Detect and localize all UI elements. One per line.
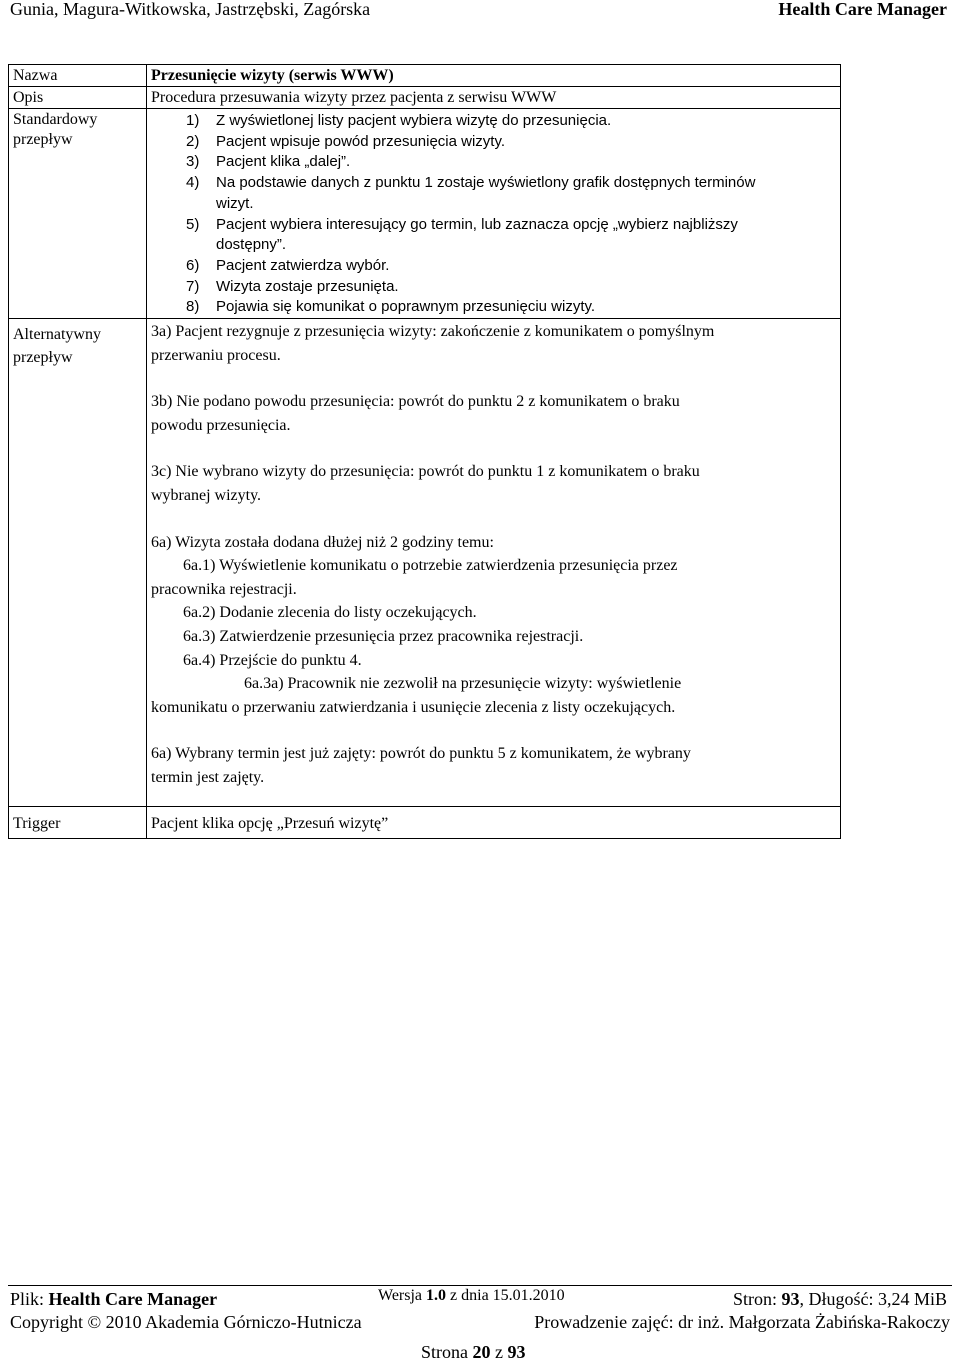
table-row	[9, 65, 841, 87]
step-text: wizyt.	[216, 194, 254, 212]
desc-label: Opis	[9, 87, 147, 109]
table-row	[9, 319, 841, 807]
step-number: 7)	[186, 277, 200, 295]
page-footer	[0, 1285, 960, 1361]
version-date: z dnia 15.01.2010	[446, 1287, 565, 1304]
step-number: 2)	[186, 132, 200, 150]
alt-3c: 3c) Nie wybrano wizyty do przesunięcia: powrót do punktu 1 z komunikatem o braku	[151, 463, 700, 481]
list-item	[151, 132, 840, 153]
list-item	[151, 152, 840, 173]
list-item	[151, 256, 840, 277]
alt-3b-cont: powodu przesunięcia.	[151, 416, 291, 434]
page-header	[0, 0, 960, 22]
trigger-value: Pacjent klika opcję „Przesuń wizytę”	[147, 806, 841, 838]
alt-6a-busy: 6a) Wybrany termin jest już zajęty: powrót do punktu 5 z komunikatem, że wybrany	[151, 745, 691, 763]
step-number: 4)	[186, 174, 200, 192]
alt-6a-busy-cont: termin jest zajęty.	[151, 768, 265, 786]
table-row	[9, 806, 841, 838]
steps-list	[151, 111, 840, 318]
alt-6a1-cont: pracownika rejestracji.	[151, 580, 297, 598]
alt-6a2: 6a.2) Dodanie zlecenia do listy oczekujących.	[183, 604, 477, 622]
name-label: Nazwa	[9, 65, 147, 87]
list-item	[151, 235, 840, 256]
version-value: 1.0	[426, 1287, 447, 1304]
usecase-table	[8, 64, 841, 839]
page-total: 93	[507, 1342, 526, 1361]
pages-value: 93	[781, 1289, 800, 1309]
step-text: Pacjent klika „dalej”.	[216, 153, 351, 171]
step-text: Z wyświetlonej listy pacjent wybiera wizytę do przesunięcia.	[216, 112, 612, 129]
desc-value: Procedura przesuwania wizyty przez pacjenta z serwisu WWW	[147, 87, 841, 109]
step-text: Pacjent wpisuje powód przesunięcia wizyty.	[216, 132, 506, 150]
step-number: 6)	[186, 256, 200, 274]
page-mid: z	[490, 1342, 508, 1361]
table-row	[9, 109, 841, 319]
alt-6a4: 6a.4) Przejście do punktu 4.	[183, 651, 362, 669]
footer-divider	[8, 1285, 952, 1286]
step-text: dostępny”.	[216, 236, 287, 254]
list-item	[151, 297, 840, 318]
step-text: Pacjent zatwierdza wybór.	[216, 256, 390, 274]
footer-pages	[733, 1289, 947, 1310]
table-row	[9, 87, 841, 109]
alt-3c-cont: wybranej wizyty.	[151, 487, 262, 504]
alt-3a-cont: przerwaniu procesu.	[151, 346, 281, 364]
footer-copyright: Copyright © 2010 Akademia Górniczo-Hutnicza	[10, 1312, 362, 1332]
standard-flow	[147, 109, 841, 319]
flow-label	[9, 109, 147, 319]
pages-label: Stron:	[732, 1289, 782, 1309]
page-current: 20	[472, 1342, 491, 1361]
version-label: Wersja	[378, 1287, 427, 1304]
footer-file	[10, 1289, 217, 1310]
alt-label	[9, 319, 147, 807]
list-item	[151, 215, 840, 236]
length-label: , Długość: 3,24 MiB	[799, 1289, 947, 1309]
alt-6a: 6a) Wizyta została dodana dłużej niż 2 godziny temu:	[151, 533, 494, 551]
alt-6a3a-cont: komunikatu o przerwaniu zatwierdzania i usunięcie zlecenia z listy oczekujących.	[151, 698, 676, 716]
footer-instructor: Prowadzenie zajęć: dr inż. Małgorzata Żabińska-Rakoczy	[534, 1312, 950, 1332]
alt-3b: 3b) Nie podano powodu przesunięcia: powrót do punktu 2 z komunikatem o braku	[151, 393, 680, 411]
step-number: 1)	[186, 112, 200, 129]
alt-6a3a: 6a.3a) Pracownik nie zezwolił na przesunięcie wizyty: wyświetlenie	[244, 675, 682, 693]
footer-version	[378, 1287, 565, 1305]
step-number: 8)	[186, 298, 200, 316]
step-text: Pacjent wybiera interesujący go termin, lub zaznacza opcję „wybierz najbliższy	[216, 215, 738, 233]
step-text: Pojawia się komunikat o poprawnym przesunięciu wizyty.	[216, 298, 596, 316]
alt-6a3: 6a.3) Zatwierdzenie przesunięcia przez pracownika rejestracji.	[183, 627, 584, 645]
header-authors: Gunia, Magura-Witkowska, Jastrzębski, Zagórska	[10, 0, 371, 19]
page-number	[421, 1342, 526, 1361]
step-text: Wizyta zostaje przesunięta.	[216, 277, 399, 295]
page-prefix: Strona	[421, 1342, 473, 1361]
alt-label-line: Alternatywny	[13, 326, 101, 344]
alternative-flow	[147, 319, 841, 807]
list-item	[151, 111, 840, 132]
file-name: Health Care Manager	[48, 1289, 218, 1309]
step-number: 3)	[186, 153, 200, 171]
flow-label-line: Standardowy	[13, 111, 98, 128]
list-item	[151, 194, 840, 215]
alt-3a: 3a) Pacjent rezygnuje z przesunięcia wizyty: zakończenie z komunikatem o pomyślnym	[151, 323, 715, 341]
trigger-label: Trigger	[9, 806, 147, 838]
header-product: Health Care Manager	[778, 0, 947, 19]
step-text: Na podstawie danych z punktu 1 zostaje wyświetlony grafik dostępnych terminów	[216, 174, 756, 192]
list-item	[151, 277, 840, 298]
alt-spacer	[151, 790, 840, 806]
list-item	[151, 173, 840, 194]
alt-label-line: przepływ	[13, 349, 73, 367]
name-value: Przesunięcie wizyty (serwis WWW)	[147, 65, 841, 87]
file-label: Plik:	[10, 1289, 49, 1309]
flow-label-line: przepływ	[13, 131, 73, 148]
alt-6a1: 6a.1) Wyświetlenie komunikatu o potrzebie zatwierdzenia przesunięcia przez	[183, 557, 678, 575]
step-number: 5)	[186, 215, 200, 233]
